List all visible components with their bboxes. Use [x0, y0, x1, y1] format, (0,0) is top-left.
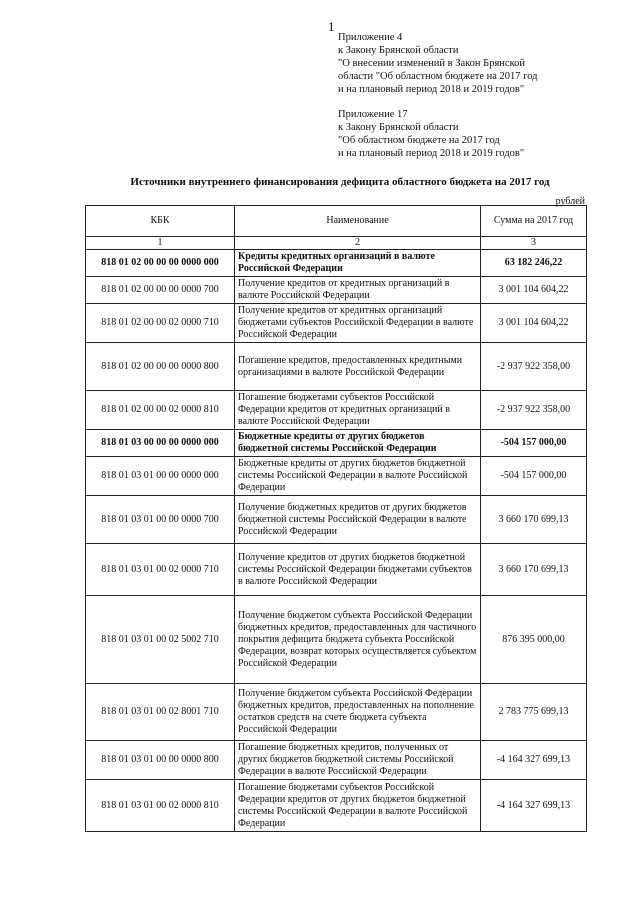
appendix-line: Приложение 17	[338, 109, 408, 120]
page-number: 1	[328, 19, 335, 34]
appendix-line: "Об областном бюджете на 2017 год	[338, 135, 500, 146]
amount-cell: -2 937 922 358,00	[481, 391, 587, 430]
table-row	[86, 457, 587, 496]
header-kbk: КБК	[86, 206, 235, 237]
appendix-17-header	[338, 108, 524, 160]
table-row	[86, 780, 587, 832]
kbk-cell: 818 01 03 01 00 02 5002 710	[86, 596, 235, 684]
name-cell: Получение бюджетом субъекта Российской Федерации бюджетных кредитов, предоставленных для частичного покрытия дефицита бюджета субъекта Российской Федерации, возврат которых осуществляется субъектом Российской Федерации	[235, 596, 481, 684]
table-row	[86, 304, 587, 343]
name-cell: Бюджетные кредиты от других бюджетов бюджетной системы Российской Федерации в валюте Российской Федерации	[235, 457, 481, 496]
appendix-4-header	[338, 31, 538, 96]
amount-cell: -504 157 000,00	[481, 457, 587, 496]
appendix-line: области "Об областном бюджете на 2017 год	[338, 71, 538, 82]
appendix-line: "О внесении изменений в Закон Брянской	[338, 58, 526, 69]
kbk-cell: 818 01 02 00 00 02 0000 710	[86, 304, 235, 343]
kbk-cell: 818 01 03 00 00 00 0000 000	[86, 430, 235, 457]
table-row	[86, 741, 587, 780]
amount-cell: 3 660 170 699,13	[481, 496, 587, 544]
kbk-cell: 818 01 03 01 00 02 0000 810	[86, 780, 235, 832]
amount-cell: 3 660 170 699,13	[481, 544, 587, 596]
amount-cell: 3 001 104 604,22	[481, 277, 587, 304]
table-row	[86, 496, 587, 544]
appendix-line: к Закону Брянской области	[338, 45, 459, 56]
appendix-line: к Закону Брянской области	[338, 122, 459, 133]
kbk-cell: 818 01 03 01 00 02 8001 710	[86, 684, 235, 741]
kbk-cell: 818 01 02 00 00 00 0000 800	[86, 343, 235, 391]
table-body	[86, 250, 587, 832]
appendix-line: и на плановый период 2018 и 2019 годов"	[338, 84, 525, 95]
name-cell: Кредиты кредитных организаций в валюте Российской Федерации	[235, 250, 481, 277]
appendix-line: Приложение 4	[338, 32, 403, 43]
kbk-cell: 818 01 03 01 00 02 0000 710	[86, 544, 235, 596]
name-cell: Получение кредитов от других бюджетов бюджетной системы Российской Федерации бюджетами субъектов в валюте Российской Федерации	[235, 544, 481, 596]
kbk-cell: 818 01 03 01 00 00 0000 800	[86, 741, 235, 780]
name-cell: Погашение бюджетами субъектов Российской Федерации кредитов от кредитных организаций в валюте Российской Федерации	[235, 391, 481, 430]
amount-cell: -4 164 327 699,13	[481, 780, 587, 832]
header-name: Наименование	[235, 206, 481, 237]
name-cell: Погашение бюджетных кредитов, полученных от других бюджетов бюджетной системы Российской Федерации в валюте Российской Федерации	[235, 741, 481, 780]
name-cell: Получение кредитов от кредитных организаций в валюте Российской Федерации	[235, 277, 481, 304]
table-row	[86, 277, 587, 304]
kbk-cell: 818 01 02 00 00 02 0000 810	[86, 391, 235, 430]
amount-cell: -2 937 922 358,00	[481, 343, 587, 391]
table-row	[86, 684, 587, 741]
table-row	[86, 343, 587, 391]
unit-label: рублей	[555, 196, 585, 207]
header-amount: Сумма на 2017 год	[481, 206, 587, 237]
amount-cell: 3 001 104 604,22	[481, 304, 587, 343]
budget-sources-table	[85, 205, 587, 832]
amount-cell: 2 783 775 699,13	[481, 684, 587, 741]
column-number: 1	[86, 237, 235, 250]
name-cell: Получение бюджетных кредитов от других бюджетов бюджетной системы Российской Федерации в валюте Российской Федерации	[235, 496, 481, 544]
table-row	[86, 430, 587, 457]
kbk-cell: 818 01 02 00 00 00 0000 700	[86, 277, 235, 304]
table-row	[86, 391, 587, 430]
table-row	[86, 596, 587, 684]
column-number: 2	[235, 237, 481, 250]
name-cell: Погашение кредитов, предоставленных кредитными организациями в валюте Российской Федерации	[235, 343, 481, 391]
name-cell: Получение кредитов от кредитных организаций бюджетами субъектов Российской Федерации в валюте Российской Федерации	[235, 304, 481, 343]
name-cell: Получение бюджетом субъекта Российской Федерации бюджетных кредитов, предоставленных на пополнение остатков средств на счете бюджета субъекта Российской Федерации	[235, 684, 481, 741]
amount-cell: -4 164 327 699,13	[481, 741, 587, 780]
name-cell: Бюджетные кредиты от других бюджетов бюджетной системы Российской Федерации	[235, 430, 481, 457]
table-row	[86, 250, 587, 277]
kbk-cell: 818 01 03 01 00 00 0000 700	[86, 496, 235, 544]
document-title: Источники внутреннего финансирования дефицита областного бюджета на 2017 год	[130, 176, 550, 188]
column-number: 3	[481, 237, 587, 250]
amount-cell: -504 157 000,00	[481, 430, 587, 457]
kbk-cell: 818 01 03 01 00 00 0000 000	[86, 457, 235, 496]
name-cell: Погашение бюджетами субъектов Российской Федерации кредитов от других бюджетов бюджетной системы Российской Федерации в валюте Российской Федерации	[235, 780, 481, 832]
table-row	[86, 544, 587, 596]
amount-cell: 876 395 000,00	[481, 596, 587, 684]
appendix-line: и на плановый период 2018 и 2019 годов"	[338, 148, 525, 159]
kbk-cell: 818 01 02 00 00 00 0000 000	[86, 250, 235, 277]
table-header-row	[86, 206, 587, 237]
column-number-row	[86, 237, 587, 250]
amount-cell: 63 182 246,22	[481, 250, 587, 277]
